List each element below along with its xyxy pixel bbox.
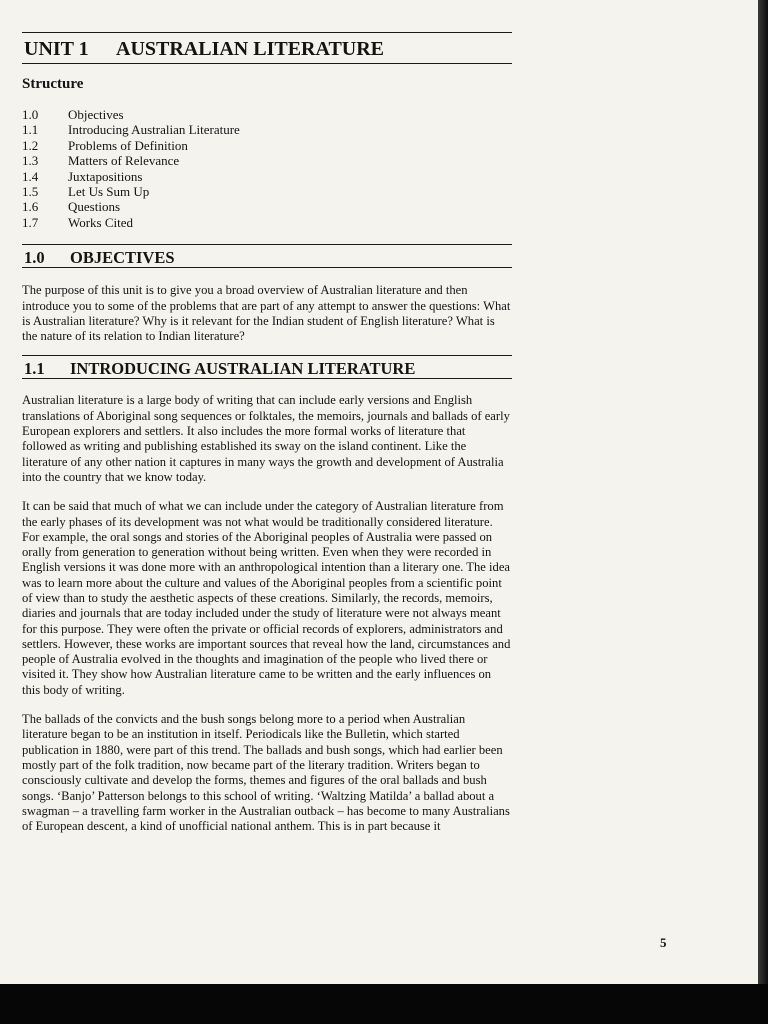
section-heading-objectives (22, 244, 512, 268)
structure-item (22, 169, 512, 184)
section-number: 1.0 (24, 248, 45, 268)
unit-number: UNIT 1 (24, 38, 89, 60)
structure-item-number: 1.4 (22, 168, 39, 184)
section-title: INTRODUCING AUSTRALIAN LITERATURE (70, 359, 416, 379)
paragraph: The purpose of this unit is to give you a broad overview of Australian literature and then introduce you to some of the problems that are part of any attempt to answer the questions: What is Australian literature? Why is it relevant for the Indian student of English literature? What is the nature of its relation to Indian literature? (22, 283, 511, 344)
structure-item (22, 215, 512, 230)
section-number: 1.1 (24, 359, 45, 379)
structure-item (22, 153, 512, 168)
unit-header (22, 32, 512, 64)
structure-item-label: Juxtapositions (68, 168, 143, 184)
structure-item-label: Questions (68, 199, 120, 215)
structure-item-label: Introducing Australian Literature (68, 122, 240, 138)
structure-heading: Structure (22, 76, 84, 92)
structure-item-label: Matters of Relevance (68, 153, 180, 169)
structure-list (22, 107, 512, 230)
unit-title: AUSTRALIAN LITERATURE (116, 38, 385, 60)
structure-item-number: 1.5 (22, 184, 39, 200)
structure-item-label: Problems of Definition (68, 137, 188, 153)
structure-item-number: 1.3 (22, 153, 39, 169)
paragraph: Australian literature is a large body of writing that can include early versions and English translations of Aboriginal song sequences or folktales, the memoirs, journals and ballads of early European explorers and settlers. It also includes the more formal works of literature that followed as writing and publishing established its sway on the island continent. Like the literature of any other nation it captures in many ways the growth and development of Australia into the country that we know today. (22, 393, 510, 484)
structure-item (22, 107, 512, 122)
structure-item (22, 199, 512, 214)
structure-item-number: 1.2 (22, 137, 39, 153)
structure-item (22, 138, 512, 153)
structure-item-number: 1.6 (22, 199, 39, 215)
page-number: 5 (660, 935, 667, 950)
structure-item-number: 1.7 (22, 214, 39, 230)
structure-item-label: Works Cited (68, 214, 134, 230)
structure-item-number: 1.1 (22, 122, 39, 138)
structure-item-label: Let Us Sum Up (68, 184, 150, 200)
document-page (22, 32, 512, 834)
scan-bottom-shadow (0, 984, 768, 1024)
section-title: OBJECTIVES (70, 248, 175, 268)
scan-edge-shadow (758, 0, 768, 1024)
paragraph: The ballads of the convicts and the bush songs belong more to a period when Australian literature began to be an institution in itself. Periodicals like the Bulletin, which started publication in 1880, were part of this trend. The ballads and bush songs, which had earlier been mostly part of the folk tradition, now became part of the literary tradition. Writers began to consciously cultivate and develop the forms, themes and figures of the oral ballads and bush songs. ‘Banjo’ Patterson belongs to this school of writing. ‘Waltzing Matilda’ a ballad about a swagman – a travelling farm worker in the Australian outback – has become to many Australians of European descent, a kind of unofficial national anthem. This is in part because it (22, 712, 510, 834)
structure-item (22, 184, 512, 199)
structure-item (22, 122, 512, 137)
paragraph: It can be said that much of what we can include under the category of Australian literature from the early phases of its development was not what would be traditionally considered literature. For example, the oral songs and stories of the Aboriginal peoples of Australia were passed on orally from generation to generation without being written. Even when they were recorded in English versions it was done more with an anthropological intention than a literary one. The idea was to learn more about the culture and values of the Aboriginal peoples from a scientific point of view than to study the aesthetic aspects of these creations. Similarly, the records, memoirs, diaries and journals that are today included under the study of literature were not always meant for this purpose. They were often the private or official records of explorers, administrators and settlers. However, these works are important sources that reveal how the land, circumstances and people of Australia evolved in the thoughts and imagination of the people who lived there or visited it. They show how Australian literature came to be written and the early influences on this body of writing. (22, 499, 511, 697)
section-heading-introducing (22, 355, 512, 379)
structure-item-label: Objectives (68, 107, 124, 122)
structure-item-number: 1.0 (22, 107, 39, 122)
